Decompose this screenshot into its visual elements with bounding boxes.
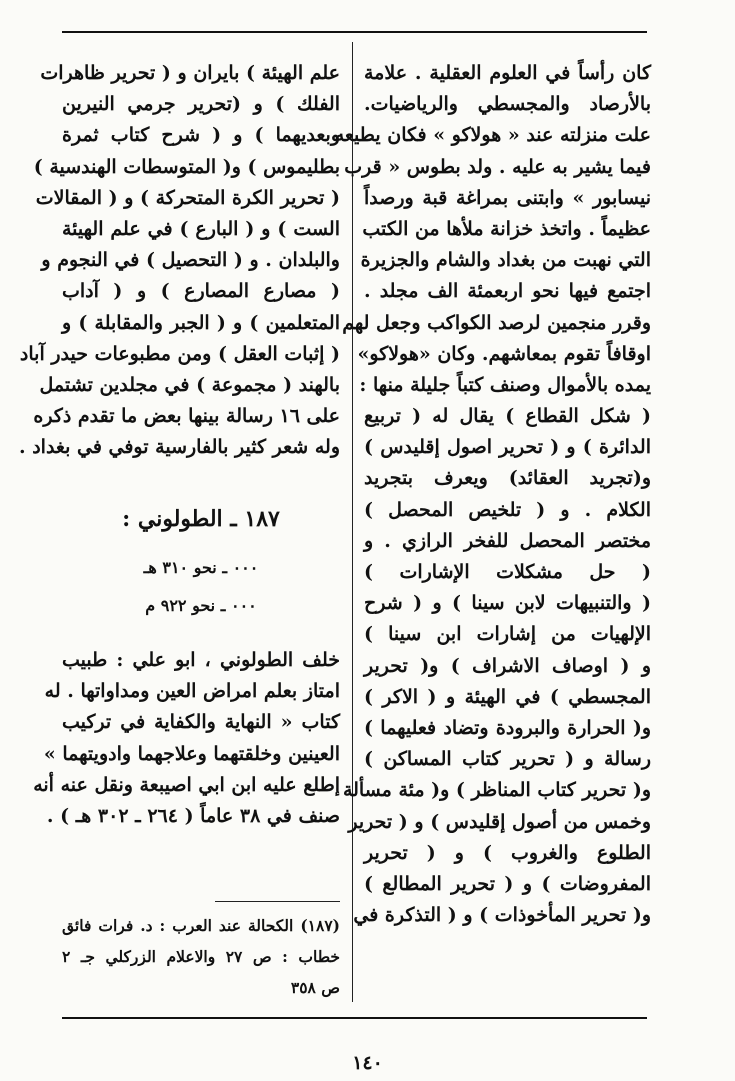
text-line: على ١٦ رسالة بينها بعض ما تقدم ذكره xyxy=(33,405,340,428)
footnote-rule xyxy=(215,901,340,902)
text-line: الإلهيات من إشارات ابن سينا ) xyxy=(364,623,651,646)
footnote xyxy=(62,910,340,1003)
footnote-line: (١٨٧) الكحالة عند العرب : د. فرات فائق xyxy=(62,916,340,935)
text-line: المفروضات ) و ( تحرير المطالع ) xyxy=(364,872,651,895)
text-line: بطليموس ) و( المتوسطات الهندسية ) xyxy=(33,155,340,178)
column-divider xyxy=(352,42,353,1002)
text-line: ( إثبات العقل ) ومن مطبوعات حيدر آباد xyxy=(19,342,340,365)
text-line: بالأرصاد والمجسطي والرياضيات. xyxy=(364,93,651,116)
text-line: فيما يشير به عليه . ولد بطوس « قرب xyxy=(344,155,651,178)
text-line: اجتمع فيها نحو اربعمئة الف مجلد . xyxy=(364,280,651,303)
top-rule xyxy=(62,31,647,33)
text-line: و ( اوصاف الاشراف ) و( تحرير xyxy=(364,654,651,677)
text-line: إطلع عليه ابن ابي اصيبعة ونقل عنه أنه xyxy=(33,773,340,796)
text-line: الفلك ) و (تحرير جرمي النيرين xyxy=(62,93,340,116)
text-line: كتاب « النهاية والكفاية في تركيب xyxy=(62,711,340,734)
entry-heading: ١٨٧ ـ الطولوني : xyxy=(122,506,280,532)
text-line: اوقافاً تقوم بمعاشهم. وكان «هولاكو» xyxy=(357,342,651,365)
bottom-rule xyxy=(62,1017,647,1019)
text-line: مختصر المحصل للفخر الرازي . و xyxy=(364,529,651,552)
text-line: امتاز بعلم امراض العين ومداواتها . له xyxy=(44,680,340,703)
text-line: وخمس من أصول إقليدس ) و ( تحرير xyxy=(348,810,651,833)
text-line: الطلوع والغروب ) و ( تحرير xyxy=(364,841,651,864)
text-line: الكلام . و ( تلخيص المحصل ) xyxy=(364,498,651,521)
entry-date-hijri: ٠٠٠ ـ نحو ٣١٠ هـ xyxy=(143,558,259,577)
text-line: ( مصارع المصارع ) و ( آداب xyxy=(62,280,340,303)
footnote-line: ص ٣٥٨ xyxy=(290,978,340,997)
text-line: ( والتنبيهات لابن سينا ) و ( شرح xyxy=(364,592,651,615)
text-line: يمده بالأموال وصنف كتباً جليلة منها : xyxy=(359,373,651,396)
page-number: ١٤٠ xyxy=(352,1052,383,1074)
text-line: و( تحرير كتاب المناظر ) و( مئة مسألة xyxy=(342,779,651,802)
text-line: العينين وخلقتهما وعلاجهما وادويتهما » xyxy=(43,742,340,765)
text-line: ( تحرير الكرة المتحركة ) و ( المقالات xyxy=(35,186,340,209)
text-line: عظيماً . واتخذ خزانة ملأها من الكتب xyxy=(362,217,651,240)
text-line: صنف في ٣٨ عاماً ( ٢٦٤ ـ ٣٠٢ هـ ) . xyxy=(46,804,340,827)
text-line: التي نهبت من بغداد والشام والجزيرة xyxy=(360,249,651,272)
left-column xyxy=(18,58,340,463)
text-line: خلف الطولوني ، ابو علي : طبيب xyxy=(62,649,340,671)
text-line: والبلدان . و ( التحصيل ) في النجوم و xyxy=(41,249,340,272)
text-line: علم الهيئة ) بايران و ( تحرير ظاهرات xyxy=(40,62,340,84)
text-line: وله شعر كثير بالفارسية توفي في بغداد . xyxy=(18,436,340,459)
entry-body xyxy=(33,645,340,832)
footnote-line: خطاب : ص ٢٧ والاعلام الزركلي جـ ٢ xyxy=(62,947,340,966)
text-line: الدائرة ) و ( تحرير اصول إقليدس ) xyxy=(364,436,651,459)
text-line: كان رأساً في العلوم العقلية . علامة xyxy=(364,62,651,84)
text-line: و(تجريد العقائد) ويعرف بتجريد xyxy=(364,467,651,490)
text-line: علت منزلته عند « هولاكو » فكان يطيعه xyxy=(334,124,651,147)
text-line: وقرر منجمين لرصد الكواكب وجعل لهم xyxy=(342,311,651,334)
text-line: المجسطي ) في الهيئة و ( الاكر ) xyxy=(364,685,651,708)
entry-date-gregorian: ٠٠٠ ـ نحو ٩٢٢ م xyxy=(145,596,257,615)
text-line: نيسابور » وابتنى بمراغة قبة ورصداً xyxy=(364,186,651,209)
text-line: ( شكل القطاع ) يقال له ( تربيع xyxy=(364,405,651,428)
text-line: ( حل مشكلات الإشارات ) xyxy=(364,561,651,583)
text-line: رسالة و ( تحرير كتاب المساكن ) xyxy=(364,748,651,771)
text-line: وبعديهما ) و ( شرح كتاب ثمرة xyxy=(62,124,340,147)
text-line: و( تحرير المأخوذات ) و ( التذكرة في xyxy=(353,904,651,927)
text-line: بالهند ( مجموعة ) في مجلدين تشتمل xyxy=(39,373,340,396)
right-column xyxy=(334,58,651,931)
text-line: المتعلمين ) و ( الجبر والمقابلة ) و xyxy=(62,311,340,334)
text-line: و( الحرارة والبرودة وتضاد فعليهما ) xyxy=(364,716,651,739)
text-line: الست ) و ( البارع ) في علم الهيئة xyxy=(62,217,340,240)
